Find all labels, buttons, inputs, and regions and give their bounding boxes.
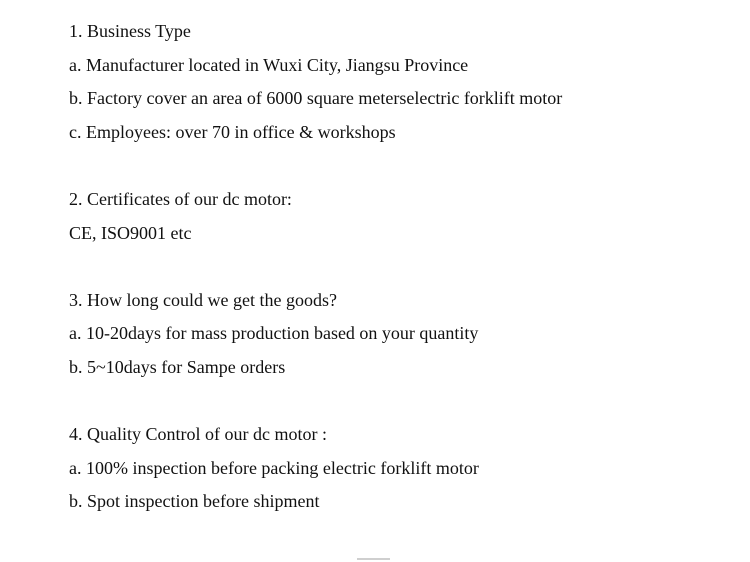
section-business-type: [69, 15, 729, 149]
section-delivery-time: [69, 284, 729, 385]
section-line: a. 10-20days for mass production based on your quantity: [69, 323, 479, 344]
section-line: a. 100% inspection before packing electric forklift motor: [69, 457, 479, 478]
section-heading: 1. Business Type: [69, 21, 191, 41]
document-body: [69, 15, 729, 519]
section-spacer: [69, 149, 729, 183]
section-line: a. Manufacturer located in Wuxi City, Jiangsu Province: [69, 54, 469, 75]
section-spacer: [69, 385, 729, 419]
section-line: b. 5~10days for Sampe orders: [69, 356, 286, 377]
section-line: CE, ISO9001 etc: [69, 222, 192, 243]
section-line: b. Spot inspection before shipment: [69, 491, 320, 512]
section-heading: 2. Certificates of our dc motor:: [69, 188, 292, 209]
section-certificates: [69, 183, 729, 250]
section-quality-control: [69, 418, 729, 519]
section-spacer: [69, 250, 729, 284]
section-heading: 3. How long could we get the goods?: [69, 289, 337, 310]
section-line: c. Employees: over 70 in office & workshops: [69, 121, 396, 142]
page-indicator-bar: [357, 558, 390, 560]
section-line: b. Factory cover an area of 6000 square meterselectric forklift motor: [69, 88, 563, 109]
section-heading: 4. Quality Control of our dc motor :: [69, 424, 327, 445]
